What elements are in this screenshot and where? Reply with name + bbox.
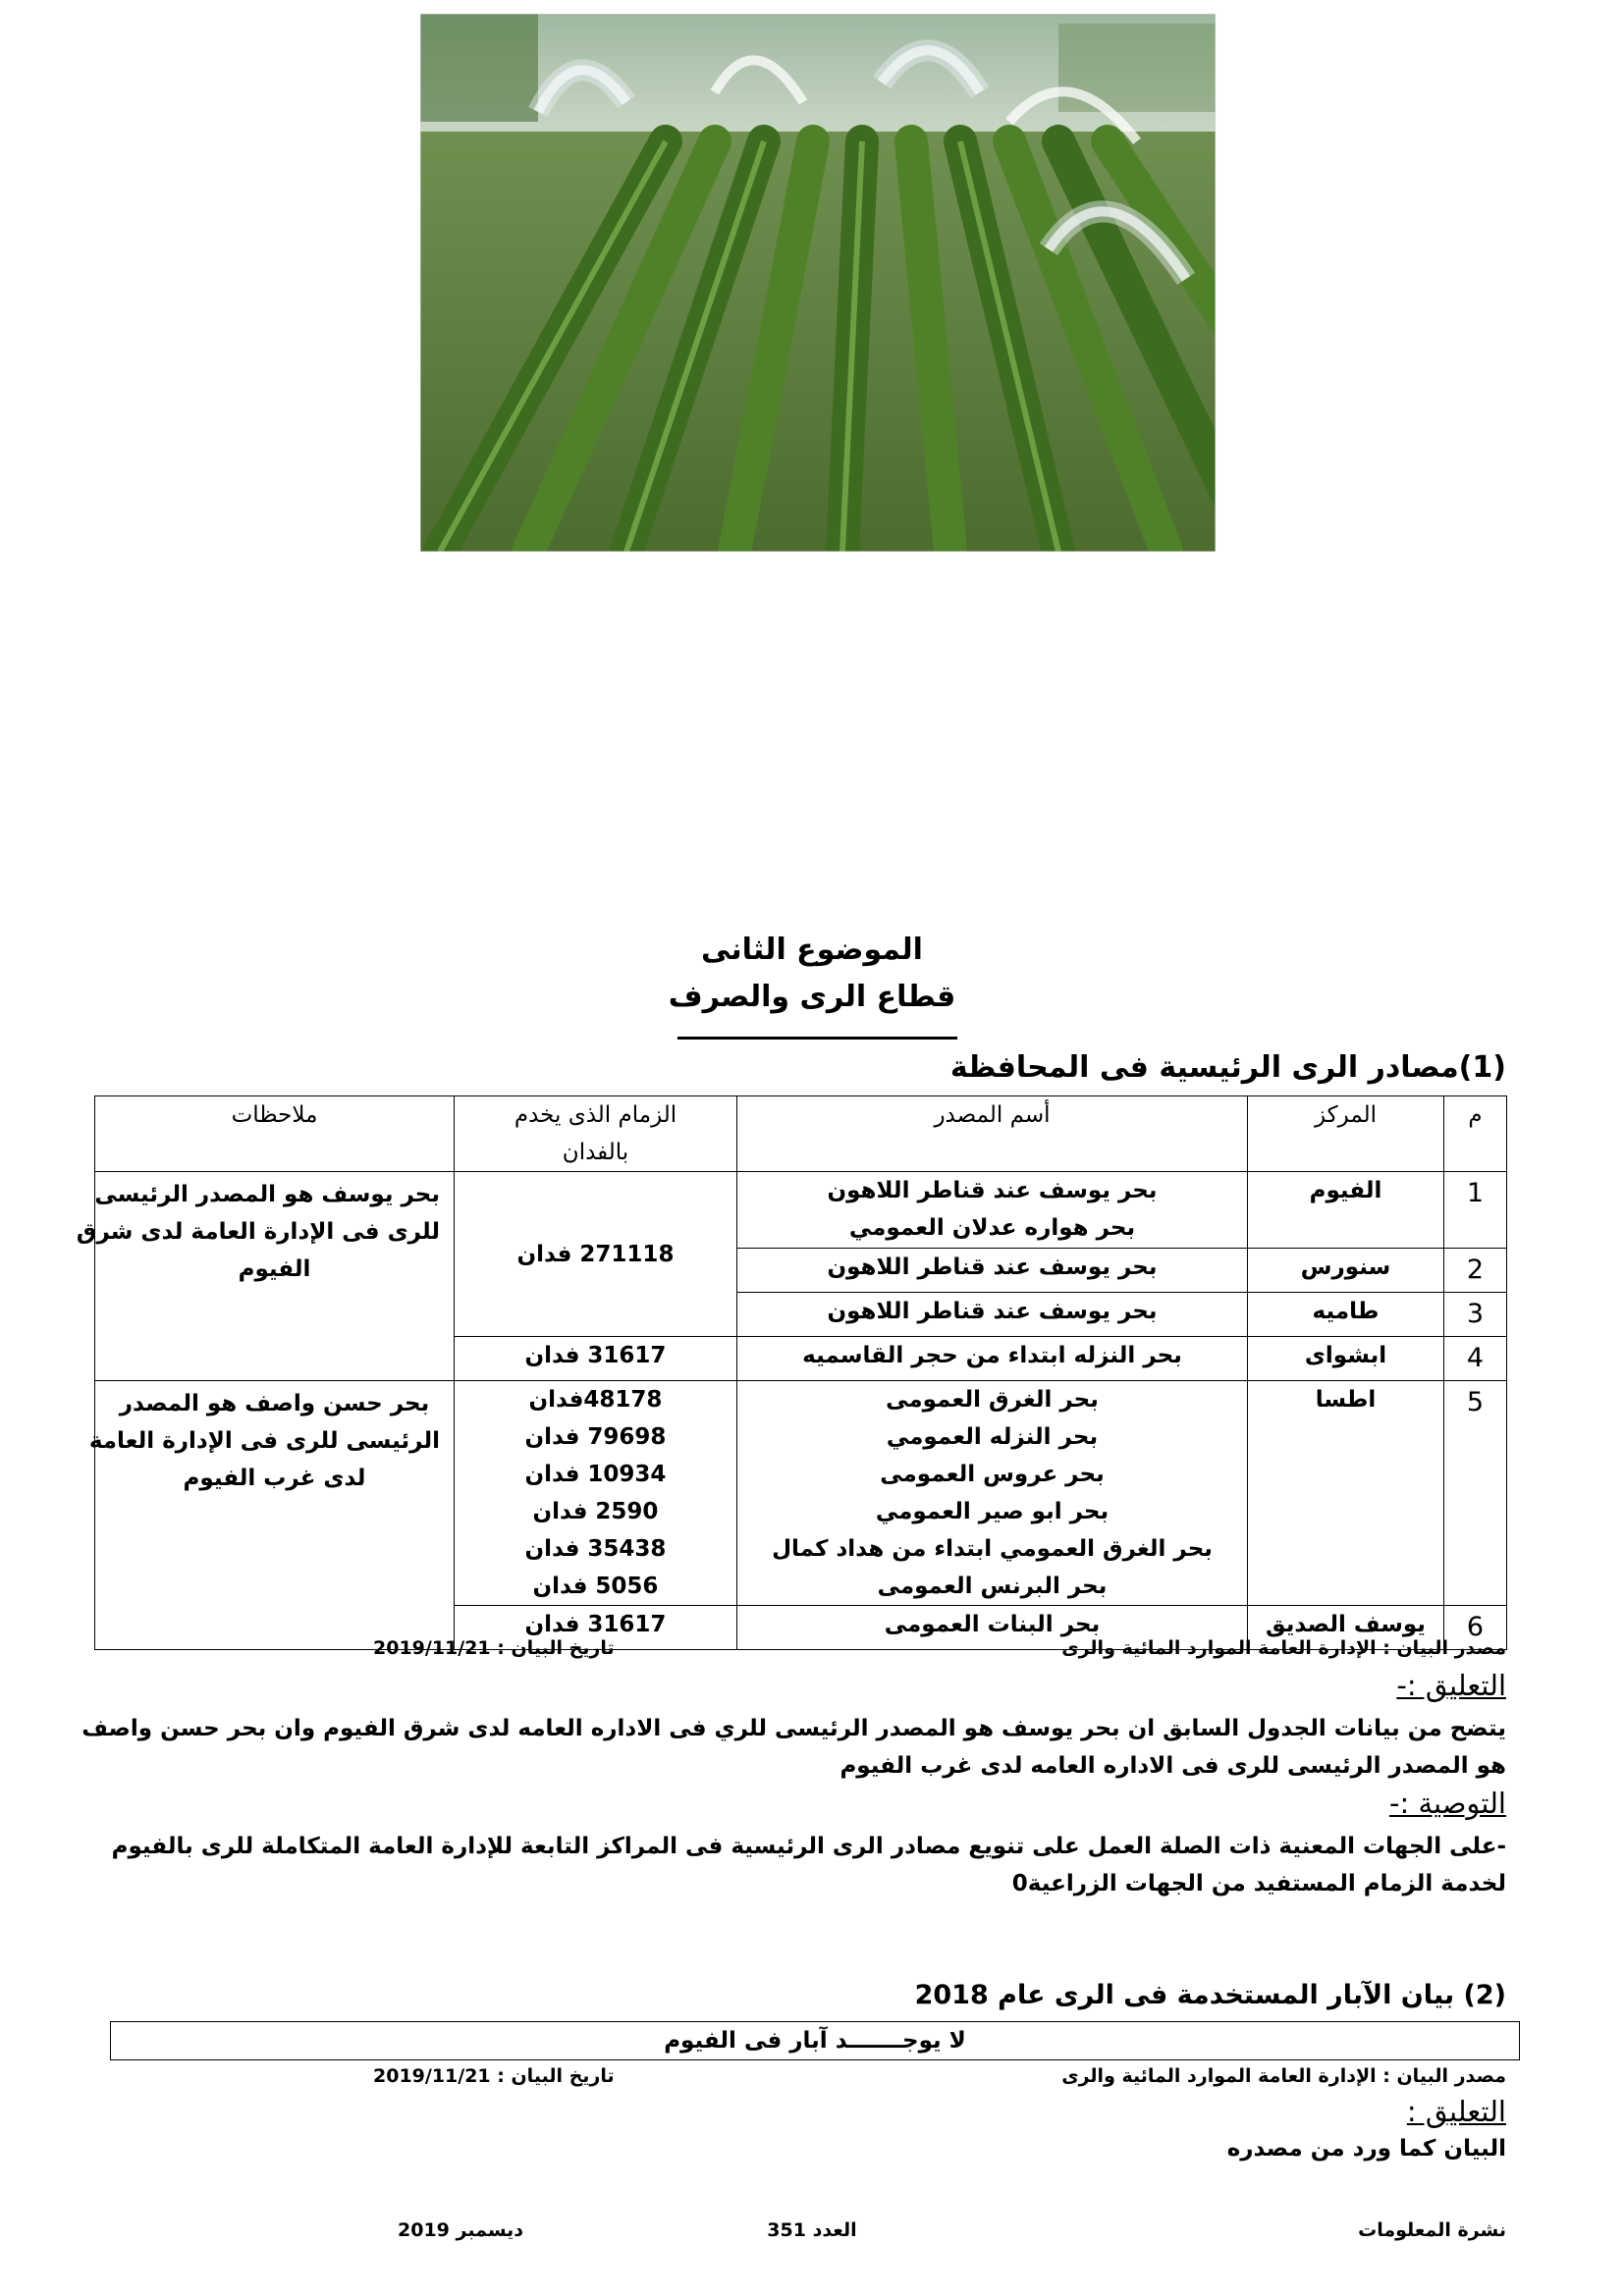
row-sources — [737, 1337, 1248, 1381]
row-sources — [737, 1172, 1248, 1249]
source-name: بحر عروس العمومى — [880, 1462, 1105, 1487]
header-area-line2: بالفدان — [562, 1140, 629, 1165]
irrigation-field-illustration — [420, 14, 1216, 552]
source-name: بحر يوسف عند قناطر اللاهون — [827, 1178, 1158, 1203]
notes-west-fayoum — [88, 1381, 455, 1650]
row-area: 31617 فدان — [455, 1337, 737, 1381]
note-line: الفيوم — [238, 1256, 311, 1282]
section2-title: (2) بيان الآبار المستخدمة فى الرى عام 2018 — [914, 1980, 1506, 2010]
table-row — [95, 1381, 1507, 1606]
source-name: بحر البرنس العمومى — [877, 1574, 1108, 1599]
irrigation-sources-table — [76, 1095, 1507, 1650]
row-sources — [737, 1381, 1248, 1606]
title-underline — [677, 1037, 957, 1040]
row-areas — [455, 1381, 737, 1606]
data-source-note: مصدر البيان : الإدارة العامة الموارد المائية والرى — [1061, 1637, 1506, 1659]
data-source-note: مصدر البيان : الإدارة العامة الموارد المائية والرى — [1061, 2065, 1506, 2087]
row-center: الفيوم — [1248, 1172, 1444, 1249]
source-name: بحر النزله العمومي — [886, 1424, 1099, 1450]
footer-date: ديسمبر 2019 — [398, 2219, 524, 2241]
row-sources — [737, 1293, 1248, 1337]
sector-heading: قطاع الرى والصرف — [668, 980, 956, 1014]
topic-heading: الموضوع الثانى — [701, 933, 923, 967]
header-source: أسم المصدر — [737, 1096, 1248, 1172]
row-num: 1 — [1444, 1172, 1507, 1249]
row-num: 6 — [1444, 1606, 1507, 1650]
source-name: بحر الغرق العمومى — [886, 1387, 1099, 1413]
header-center: المركز — [1248, 1096, 1444, 1172]
row-num: 2 — [1444, 1249, 1507, 1293]
recommendation-line: -على الجهات المعنية ذات الصلة العمل على تنويع مصادر الرى الرئيسية فى المراكز التابعة للإدارة العامة المتكاملة للرى بالفيوم — [111, 1834, 1506, 1859]
source-name: بحر النزله ابتداء من حجر القاسميه — [802, 1343, 1182, 1368]
note-line: الرئيسى للرى فى الإدارة العامة — [88, 1428, 440, 1454]
table-row — [95, 1172, 1507, 1249]
source-name: بحر الغرق العمومي ابتداء من هداد كمال — [772, 1536, 1213, 1562]
source-name: بحر البنات العمومى — [884, 1612, 1101, 1637]
section1-title: (1)مصادر الرى الرئيسية فى المحافظة — [949, 1050, 1506, 1085]
footer-issue: العدد 351 — [767, 2219, 857, 2241]
recommendation-line: لخدمة الزمام المستفيد من الجهات الزراعية0 — [1011, 1871, 1506, 1896]
footer-publication: نشرة المعلومات — [1358, 2219, 1506, 2241]
source-name: بحر ابو صير العمومي — [875, 1499, 1110, 1524]
comment-heading: التعليق : — [1406, 2095, 1506, 2128]
source-name: بحر هواره عدلان العمومي — [848, 1215, 1136, 1241]
merged-area-cell: 271118 فدان — [455, 1172, 737, 1337]
comment-text: البيان كما ورد من مصدره — [1226, 2136, 1506, 2162]
area-value: 2590 فدان — [532, 1499, 659, 1524]
comment-text — [81, 1710, 1506, 1785]
row-sources — [737, 1249, 1248, 1293]
row-center: يوسف الصديق — [1248, 1606, 1444, 1650]
irrigation-field-photo — [420, 14, 1216, 552]
area-value: 35438 فدان — [524, 1536, 667, 1562]
area-value: 48178فدان — [528, 1387, 663, 1413]
table-header-row — [95, 1096, 1507, 1172]
row-center: اطسا — [1248, 1381, 1444, 1606]
row-center: ابشواى — [1248, 1337, 1444, 1381]
area-value: 79698 فدان — [524, 1424, 667, 1450]
comment-line: هو المصدر الرئيسى للرى فى الاداره العامه لدى غرب الفيوم — [839, 1753, 1506, 1779]
data-date-note: تاريخ البيان : 2019/11/21 — [373, 1637, 615, 1659]
wells-table-cell: لا يوجـــــــد آبار فى الفيوم — [664, 2028, 966, 2054]
data-date-note: تاريخ البيان : 2019/11/21 — [373, 2065, 615, 2087]
area-value: 5056 فدان — [532, 1574, 659, 1599]
source-name: بحر يوسف عند قناطر اللاهون — [827, 1255, 1158, 1280]
header-area — [455, 1096, 737, 1172]
row-center: طاميه — [1248, 1293, 1444, 1337]
recommendation-heading: التوصية :- — [1388, 1787, 1506, 1820]
row-num: 5 — [1444, 1381, 1507, 1606]
note-line: للرى فى الإدارة العامة لدى شرق — [76, 1219, 440, 1245]
wells-table — [110, 2021, 1520, 2060]
recommendation-text — [111, 1828, 1506, 1902]
note-line: بحر يوسف هو المصدر الرئيسى — [94, 1182, 440, 1207]
comment-heading: التعليق :- — [1396, 1669, 1506, 1702]
header-notes: ملاحظات — [95, 1096, 455, 1172]
area-value: 10934 فدان — [524, 1462, 667, 1487]
note-line: لدى غرب الفيوم — [183, 1466, 366, 1491]
source-name: بحر يوسف عند قناطر اللاهون — [827, 1299, 1158, 1324]
row-num: 4 — [1444, 1337, 1507, 1381]
notes-east-fayoum — [76, 1172, 455, 1381]
note-line: بحر حسن واصف هو المصدر — [119, 1391, 430, 1416]
row-num: 3 — [1444, 1293, 1507, 1337]
comment-line: يتضح من بيانات الجدول السابق ان بحر يوسف هو المصدر الرئيسى للري فى الاداره العامه لدى شرق الفيوم وان بحر حسن واصف — [81, 1716, 1506, 1741]
header-area-line1: الزمام الذى يخدم — [514, 1102, 677, 1128]
row-center: سنورس — [1248, 1249, 1444, 1293]
row-area: 31617 فدان — [455, 1606, 737, 1650]
header-num: م — [1444, 1096, 1507, 1172]
